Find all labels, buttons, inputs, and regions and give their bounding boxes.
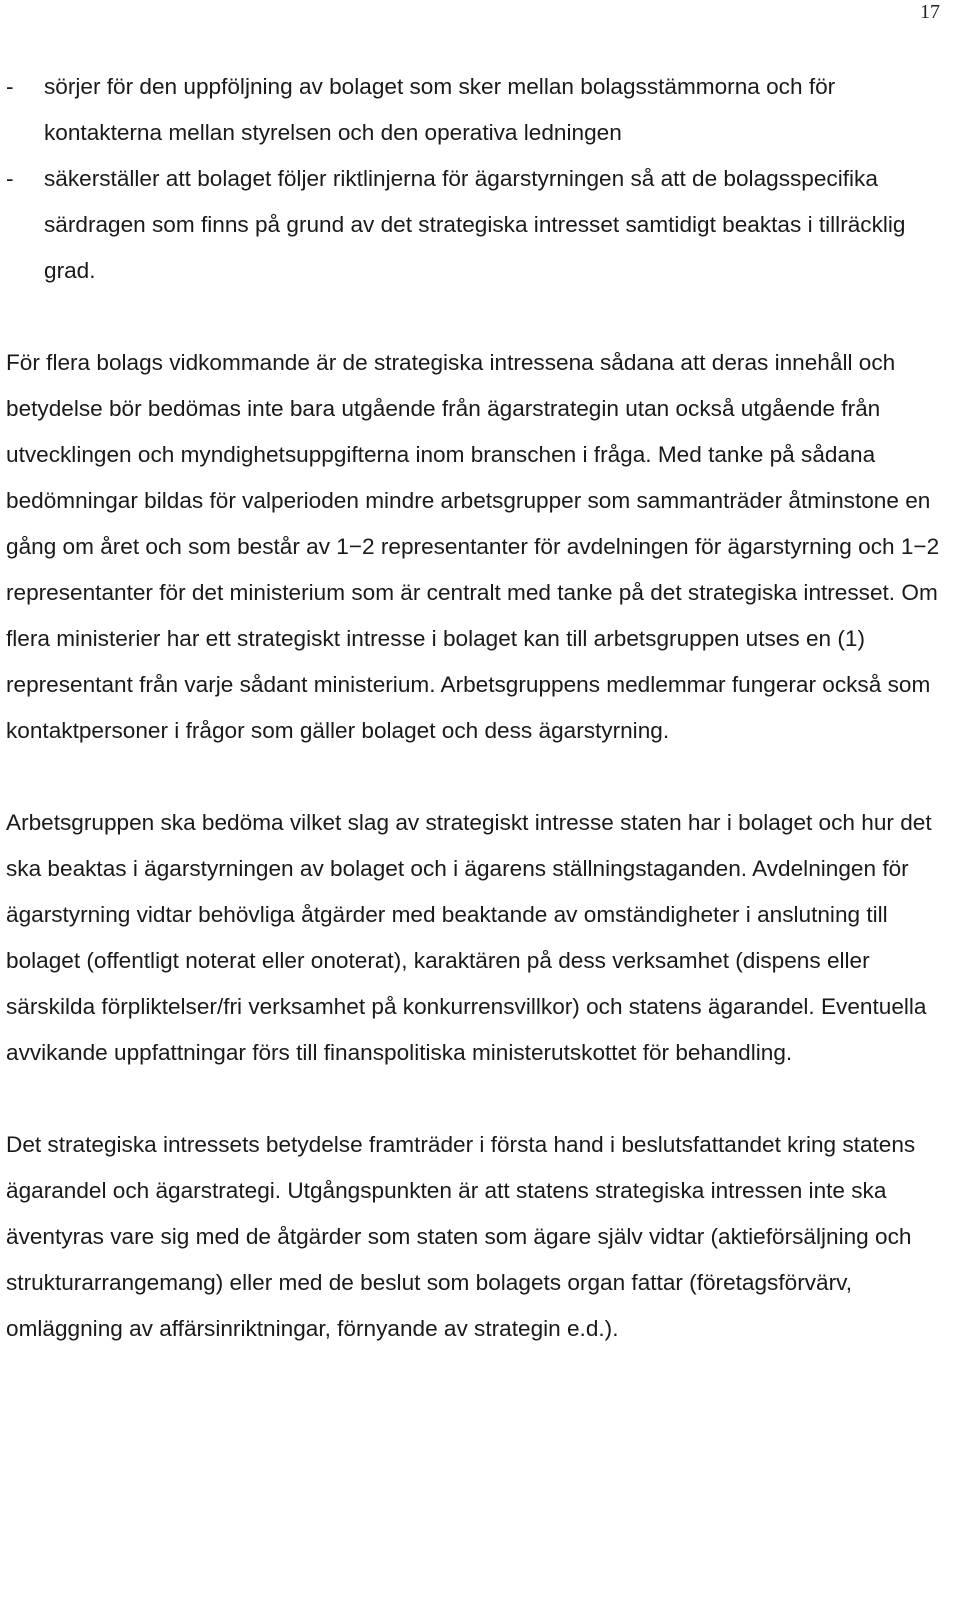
paragraph: För flera bolags vidkommande är de strategiska intressena sådana att deras innehåll och betydelse bör bedömas inte bara utgående från ägarstrategin utan också utgående från utvecklingen och myndighetsuppgifterna inom branschen i fråga. Med tanke på sådana bedömningar bildas för valperioden mindre arbetsgrupper som sammanträder åtminstone en gång om året och som består av 1−2 representanter för avdelningen för ägarstyrning och 1−2 representanter för det ministerium som är centralt med tanke på det strategiska intresset. Om flera ministerier har ett strategiskt intresse i bolaget kan till arbetsgruppen utses en (1) representant från varje sådant ministerium. Arbetsgruppens medlemmar fungerar också som kontaktpersoner i frågor som gäller bolaget och dess ägarstyrning. — [6, 350, 940, 743]
paragraph: Arbetsgruppen ska bedöma vilket slag av strategiskt intresse staten har i bolaget och hur det ska beaktas i ägarstyrningen av bolaget och i ägarens ställningstaganden. Avdelningen för ägarstyrning vidtar behövliga åtgärder med beaktande av omständigheter i anslutning till bolaget (offentligt noterat eller onoterat), karaktären på dess verksamhet (dispens eller särskilda förpliktelser/fri verksamhet på konkurrensvillkor) och statens ägarandel. Eventuella avvikande uppfattningar förs till finanspolitiska ministerutskottet för behandling. — [6, 810, 932, 1065]
bullet-marker: - — [6, 74, 14, 99]
bullet-text: sörjer för den uppföljning av bolaget som sker mellan bolagsstämmorna och för kontakterna mellan styrelsen och den operativa ledningen — [44, 74, 836, 145]
document-body — [6, 64, 942, 1352]
list-item — [6, 156, 942, 294]
bullet-list — [6, 64, 942, 294]
bullet-text: säkerställer att bolaget följer riktlinjerna för ägarstyrningen så att de bolagsspecifika särdragen som finns på grund av det strategiska intresset samtidigt beaktas i tillräcklig grad. — [44, 166, 906, 283]
list-item — [6, 64, 942, 156]
paragraph: Det strategiska intressets betydelse framträder i första hand i beslutsfattandet kring statens ägarandel och ägarstrategi. Utgångspunkten är att statens strategiska intressen inte ska äventyras vare sig med de åtgärder som staten som ägare själv vidtar (aktieförsäljning och strukturarrangemang) eller med de beslut som bolagets organ fattar (företagsförvärv, omläggning av affärsinriktningar, förnyande av strategin e.d.). — [6, 1132, 916, 1341]
page-number: 17 — [920, 1, 940, 23]
bullet-marker: - — [6, 166, 14, 191]
